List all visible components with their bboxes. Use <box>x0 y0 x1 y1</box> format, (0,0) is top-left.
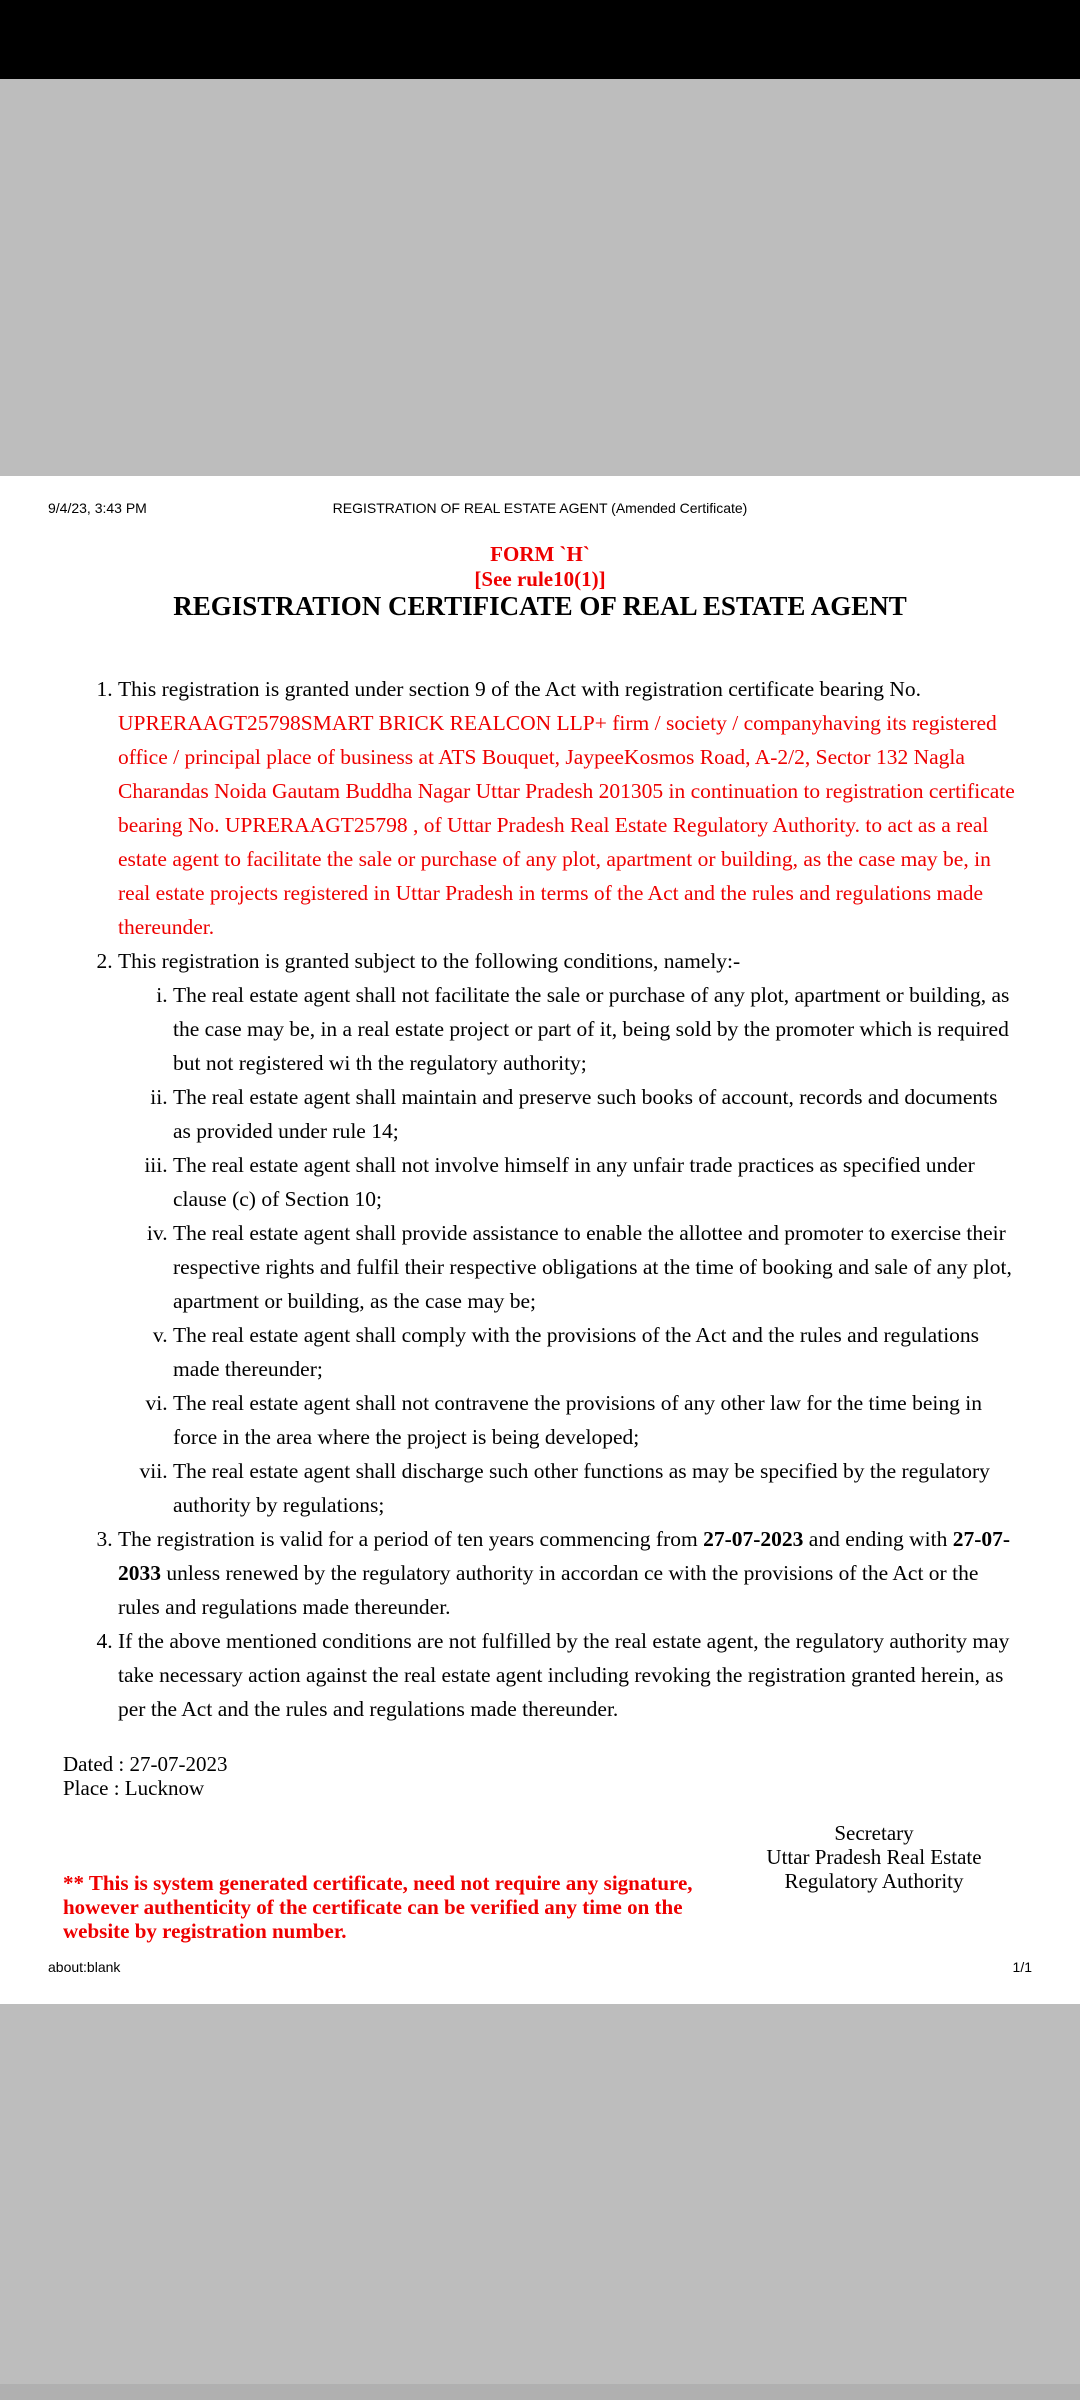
form-name: FORM `H` <box>490 542 590 566</box>
form-rule: [See rule10(1)] <box>474 567 606 591</box>
certificate-title: REGISTRATION CERTIFICATE OF REAL ESTATE AGENT <box>173 591 907 621</box>
print-header-datetime: 9/4/23, 3:43 PM <box>48 500 147 516</box>
condition-item: iii. The real estate agent shall not involve himself in any unfair trade practices as specified under clause (c) of Section 10; <box>173 1148 1020 1216</box>
validity-end-date: 27-07-2033 <box>118 1527 1011 1585</box>
system-generated-note: ** This is system generated certificate, need not require any signature, however authenticity of the certificate can be verified any time on the website by registration number. <box>63 1871 693 1943</box>
validity-text: The registration is valid for a period of ten years commencing from <box>118 1527 698 1551</box>
signatory-org-line2: Regulatory Authority <box>784 1869 964 1893</box>
condition-item: iv. The real estate agent shall provide assistance to enable the allottee and promoter to exercise their respective rights and fulfil their respective obligations at the time of booking and sale of any plot, apartment or building, as the case may be; <box>173 1216 1020 1318</box>
clause-2 <box>118 944 1020 1522</box>
signatory-block <box>754 1821 994 1893</box>
print-header-title: REGISTRATION OF REAL ESTATE AGENT (Amended Certificate) <box>332 500 748 516</box>
print-footer-url: about:blank <box>48 1959 121 1975</box>
conditions-list <box>118 978 1020 1522</box>
document-page <box>0 476 1080 2004</box>
certificate-body <box>60 672 1020 1726</box>
condition-item: vii. The real estate agent shall discharge such other functions as may be specified by the regulatory authority by regulations; <box>173 1454 1020 1522</box>
condition-item: ii. The real estate agent shall maintain and preserve such books of account, records and documents as provided under rule 14; <box>173 1080 1020 1148</box>
navigation-bar <box>0 2384 1080 2400</box>
clause-4: 4. If the above mentioned conditions are not fulfilled by the real estate agent, the regulatory authority may take necessary action against the real estate agent including revoking the registration granted herein, as per the Act and the rules and regulations made thereunder. <box>118 1624 1020 1726</box>
status-bar <box>0 0 1080 79</box>
clause-list <box>60 672 1020 1726</box>
validity-text: and ending with <box>808 1527 948 1551</box>
signatory-org-line1: Uttar Pradesh Real Estate <box>766 1845 982 1869</box>
print-footer-page: 1/1 <box>1012 1959 1032 1975</box>
validity-text: unless renewed by the regulatory authority in accordan ce with the provisions of the Act or the rules and regulations made thereunder. <box>118 1561 979 1619</box>
dated: Dated : 27-07-2023 <box>63 1752 228 1776</box>
clause-3 <box>118 1522 1020 1624</box>
condition-item: vi. The real estate agent shall not contravene the provisions of any other law for the time being in force in the area where the project is being developed; <box>173 1386 1020 1454</box>
signatory-role: Secretary <box>834 1821 914 1845</box>
validity-start-date: 27-07-2023 <box>703 1527 804 1551</box>
clause-1-registration-details: UPRERAAGT25798SMART BRICK REALCON LLP+ firm / society / companyhaving its registered office / principal place of business at ATS Bouquet, JaypeeKosmos Road, A-2/2, Sector 132 Nagla Charandas Noida Gautam Buddha Nagar Uttar Pradesh 201305 in continuation to registration certificate bearing No. UPRERAAGT25798 , of Uttar Pradesh Real Estate Regulatory Authority. to act as a real estate agent to facilitate the sale or purchase of any plot, apartment or building, as the case may be, in real estate projects registered in Uttar Pradesh in terms of the Act and the rules and regulations made thereunder. <box>118 711 1015 939</box>
clause-2-intro: This registration is granted subject to the following conditions, namely:- <box>118 949 741 973</box>
place: Place : Lucknow <box>63 1776 205 1800</box>
clause-1 <box>118 672 1020 944</box>
condition-item: v. The real estate agent shall comply with the provisions of the Act and the rules and regulations made thereunder; <box>173 1318 1020 1386</box>
condition-item: i. The real estate agent shall not facilitate the sale or purchase of any plot, apartment or building, as the case may be, in a real estate project or part of it, being sold by the promoter which is required but not registered wi th the regulatory authority; <box>173 978 1020 1080</box>
date-place-block <box>63 1752 227 1800</box>
clause-1-intro: This registration is granted under section 9 of the Act with registration certificate bearing No. <box>118 677 922 701</box>
